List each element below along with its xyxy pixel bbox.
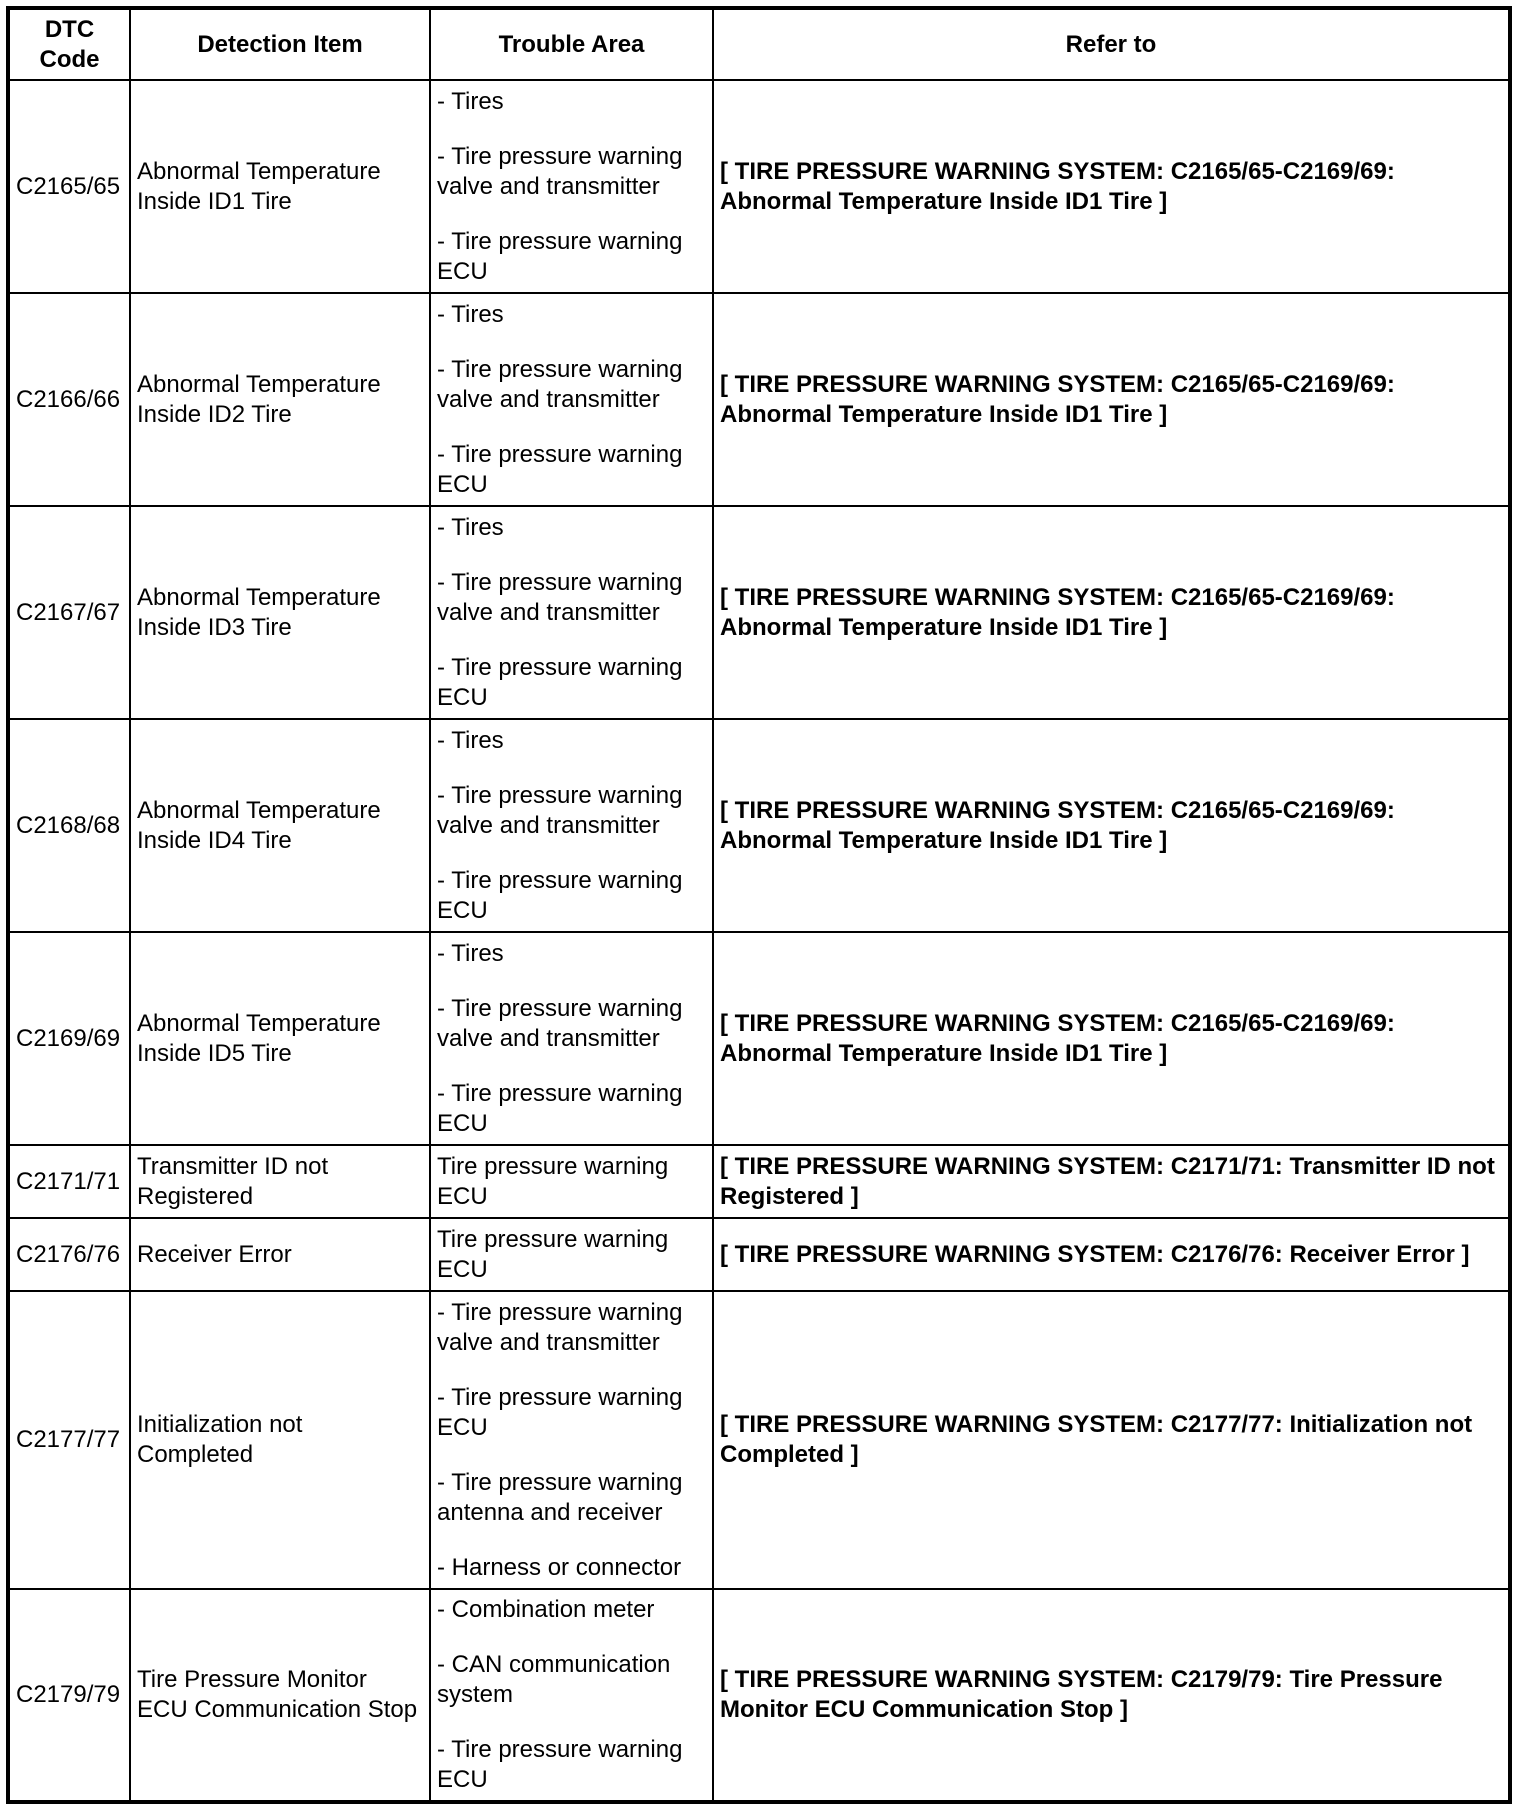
refer-to-link[interactable]: [ TIRE PRESSURE WARNING SYSTEM: C2165/65-C2169/69: Abnormal Temperature Inside ID1 Tire ] [713, 293, 1510, 506]
trouble-area-line: - CAN communication system [437, 1651, 671, 1708]
table-row [8, 1589, 1510, 1802]
trouble-area-cell [430, 1589, 713, 1802]
header-refer-to: Refer to [713, 8, 1510, 80]
table-header [8, 8, 1510, 80]
refer-to-link[interactable]: [ TIRE PRESSURE WARNING SYSTEM: C2179/79: Tire Pressure Monitor ECU Communication Stop ] [713, 1589, 1510, 1802]
detection-item-cell: Abnormal Temperature Inside ID5 Tire [130, 932, 430, 1145]
table-row [8, 506, 1510, 719]
refer-to-link[interactable]: [ TIRE PRESSURE WARNING SYSTEM: C2165/65-C2169/69: Abnormal Temperature Inside ID1 Tire ] [713, 506, 1510, 719]
detection-item-cell: Abnormal Temperature Inside ID1 Tire [130, 80, 430, 293]
table-row [8, 1291, 1510, 1589]
table-row [8, 293, 1510, 506]
trouble-area-line: - Tire pressure warning valve and transmitter [437, 568, 683, 626]
trouble-area-cell [430, 506, 713, 719]
dtc-code-cell: C2169/69 [8, 932, 130, 1145]
trouble-area-line: - Harness or connector [437, 1553, 682, 1581]
trouble-area-cell [430, 932, 713, 1145]
dtc-code-cell: C2176/76 [8, 1218, 130, 1291]
refer-to-link[interactable]: [ TIRE PRESSURE WARNING SYSTEM: C2165/65-C2169/69: Abnormal Temperature Inside ID1 Tire ] [713, 932, 1510, 1145]
detection-item-cell: Initialization not Completed [130, 1291, 430, 1589]
trouble-area-line: Tire pressure warning ECU [437, 1152, 669, 1210]
refer-to-link[interactable]: [ TIRE PRESSURE WARNING SYSTEM: C2165/65-C2169/69: Abnormal Temperature Inside ID1 Tire ] [713, 80, 1510, 293]
dtc-code-cell: C2167/67 [8, 506, 130, 719]
trouble-area-line: - Tire pressure warning valve and transmitter [437, 142, 683, 200]
detection-item-cell: Abnormal Temperature Inside ID2 Tire [130, 293, 430, 506]
table-row [8, 1218, 1510, 1291]
dtc-code-cell: C2179/79 [8, 1589, 130, 1802]
trouble-area-line: - Tire pressure warning antenna and receiver [437, 1468, 683, 1526]
dtc-code-cell: C2171/71 [8, 1145, 130, 1218]
trouble-area-line: - Tire pressure warning valve and transmitter [437, 994, 683, 1052]
refer-to-link[interactable]: [ TIRE PRESSURE WARNING SYSTEM: C2165/65-C2169/69: Abnormal Temperature Inside ID1 Tire ] [713, 719, 1510, 932]
trouble-area-line: - Tire pressure warning ECU [437, 1383, 683, 1441]
trouble-area-cell [430, 80, 713, 293]
header-trouble-area: Trouble Area [430, 8, 713, 80]
trouble-area-line: - Tires [437, 300, 504, 328]
detection-item-cell: Abnormal Temperature Inside ID4 Tire [130, 719, 430, 932]
trouble-area-cell [430, 1145, 713, 1218]
trouble-area-cell [430, 719, 713, 932]
trouble-area-line: - Tire pressure warning valve and transmitter [437, 1298, 683, 1356]
table-row [8, 1145, 1510, 1218]
header-dtc-code: DTC Code [8, 8, 130, 80]
refer-to-link[interactable]: [ TIRE PRESSURE WARNING SYSTEM: C2171/71: Transmitter ID not Registered ] [713, 1145, 1510, 1218]
table-body [8, 80, 1510, 1802]
trouble-area-line: - Tire pressure warning ECU [437, 653, 683, 711]
dtc-code-cell: C2168/68 [8, 719, 130, 932]
trouble-area-line: - Tires [437, 513, 504, 541]
dtc-code-cell: C2177/77 [8, 1291, 130, 1589]
trouble-area-line: - Tires [437, 939, 504, 967]
trouble-area-line: - Tire pressure warning ECU [437, 1736, 683, 1793]
refer-to-link[interactable]: [ TIRE PRESSURE WARNING SYSTEM: C2177/77: Initialization not Completed ] [713, 1291, 1510, 1589]
trouble-area-cell [430, 1291, 713, 1589]
trouble-area-line: - Tire pressure warning ECU [437, 1079, 683, 1137]
dtc-code-cell: C2166/66 [8, 293, 130, 506]
trouble-area-cell [430, 293, 713, 506]
trouble-area-line: - Tires [437, 726, 504, 754]
trouble-area-line: - Tire pressure warning ECU [437, 227, 683, 285]
trouble-area-line: - Tire pressure warning ECU [437, 440, 683, 498]
dtc-code-cell: C2165/65 [8, 80, 130, 293]
trouble-area-line: - Tire pressure warning valve and transmitter [437, 781, 683, 839]
trouble-area-line: - Tire pressure warning valve and transmitter [437, 355, 683, 413]
detection-item-cell: Receiver Error [130, 1218, 430, 1291]
trouble-area-line: - Tire pressure warning ECU [437, 866, 683, 924]
header-row [8, 8, 1510, 80]
trouble-area-line: - Tires [437, 87, 504, 115]
detection-item-cell: Tire Pressure Monitor ECU Communication Stop [130, 1589, 430, 1802]
table-row [8, 932, 1510, 1145]
header-detection-item: Detection Item [130, 8, 430, 80]
detection-item-cell: Abnormal Temperature Inside ID3 Tire [130, 506, 430, 719]
detection-item-cell: Transmitter ID not Registered [130, 1145, 430, 1218]
trouble-area-line: - Combination meter [437, 1596, 655, 1623]
dtc-table [6, 6, 1512, 1804]
table-row [8, 719, 1510, 932]
trouble-area-cell [430, 1218, 713, 1291]
table-row [8, 80, 1510, 293]
trouble-area-line: Tire pressure warning ECU [437, 1225, 669, 1283]
refer-to-link[interactable]: [ TIRE PRESSURE WARNING SYSTEM: C2176/76: Receiver Error ] [713, 1218, 1510, 1291]
